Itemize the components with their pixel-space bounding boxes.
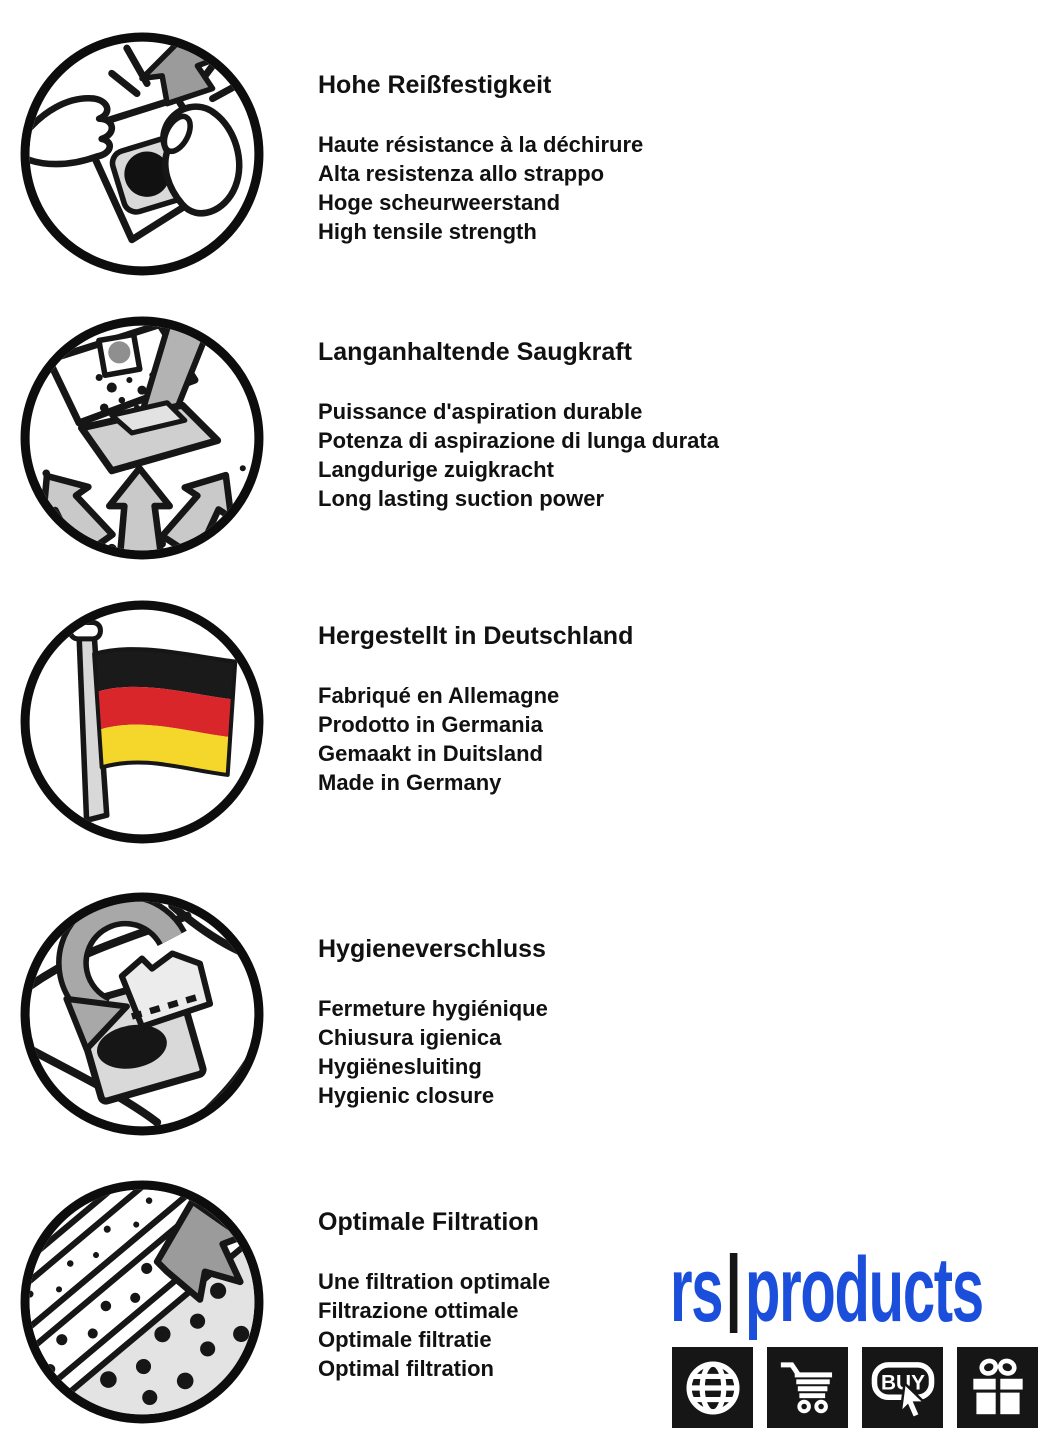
feature-line-fr: Fermeture hygiénique bbox=[318, 996, 548, 1021]
feature-title: Hergestellt in Deutschland bbox=[318, 622, 634, 650]
feature-title: Optimale Filtration bbox=[318, 1208, 539, 1236]
brand-logo bbox=[670, 1239, 983, 1341]
brand-logo-divider bbox=[730, 1253, 738, 1333]
feature-line-en: Hygienic closure bbox=[318, 1083, 495, 1108]
brand-name-left: rs bbox=[670, 1239, 723, 1341]
feature-line-en: Made in Germany bbox=[318, 770, 502, 795]
feature-line-fr: Puissance d'aspiration durable bbox=[318, 399, 643, 424]
feature-line-it: Prodotto in Germania bbox=[318, 712, 543, 737]
feature-title: Hygieneverschluss bbox=[318, 935, 546, 963]
feature-line-en: Long lasting suction power bbox=[318, 486, 604, 511]
feature-suction-power bbox=[318, 339, 878, 513]
feature-line-nl: Hygiënesluiting bbox=[318, 1054, 482, 1079]
brand-icon-row bbox=[672, 1347, 1038, 1428]
shopping-cart-icon bbox=[767, 1347, 848, 1428]
feature-title: Hohe Reißfestigkeit bbox=[318, 71, 552, 99]
feature-line-nl: Hoge scheurweerstand bbox=[318, 190, 561, 215]
feature-title: Langanhaltende Saugkraft bbox=[318, 338, 632, 366]
feature-line-fr: Une filtration optimale bbox=[318, 1269, 551, 1294]
feature-line-nl: Optimale filtratie bbox=[318, 1327, 492, 1352]
tear-strength-icon bbox=[16, 28, 268, 280]
globe-icon bbox=[672, 1347, 753, 1428]
buy-button-icon bbox=[862, 1347, 943, 1428]
feature-line-en: High tensile strength bbox=[318, 219, 537, 244]
feature-tear-strength bbox=[318, 72, 878, 246]
hygienic-closure-icon bbox=[16, 888, 268, 1140]
filtration-icon bbox=[16, 1176, 268, 1428]
german-flag-icon bbox=[16, 596, 268, 848]
brand-name-right: products bbox=[744, 1239, 983, 1341]
feature-line-nl: Gemaakt in Duitsland bbox=[318, 741, 543, 766]
buy-label: BUY bbox=[880, 1371, 925, 1395]
feature-line-it: Potenza di aspirazione di lunga durata bbox=[318, 428, 719, 453]
feature-made-in-germany bbox=[318, 623, 878, 797]
suction-power-icon bbox=[16, 312, 268, 564]
feature-line-fr: Fabriqué en Allemagne bbox=[318, 683, 560, 708]
feature-line-it: Alta resistenza allo strappo bbox=[318, 161, 605, 186]
feature-line-it: Filtrazione ottimale bbox=[318, 1298, 519, 1323]
gift-icon bbox=[957, 1347, 1038, 1428]
feature-line-en: Optimal filtration bbox=[318, 1356, 494, 1381]
feature-line-fr: Haute résistance à la déchirure bbox=[318, 132, 644, 157]
feature-line-nl: Langdurige zuigkracht bbox=[318, 457, 554, 482]
feature-hygienic-closure bbox=[318, 936, 878, 1110]
feature-line-it: Chiusura igienica bbox=[318, 1025, 502, 1050]
